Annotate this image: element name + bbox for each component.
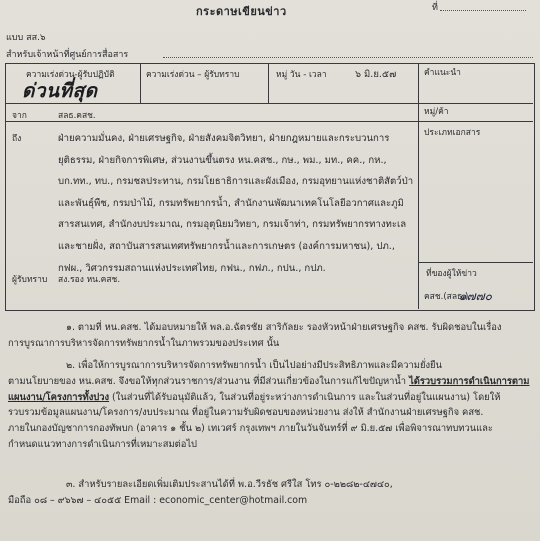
recipient-line: ฝ่ายความมั่นคง, ฝ่ายเศรษฐกิจ, ฝ่ายสังคมจิตวิทยา, ฝ่ายกฎหมายและกระบวนการ xyxy=(58,133,390,144)
from-label: จาก xyxy=(12,111,27,121)
form-code: แบบ สส.๖ xyxy=(6,33,46,43)
urgency-value: ด่วนที่สุด xyxy=(22,80,98,102)
para2-text: (ในส่วนที่ได้รับอนุมัติแล้ว, ในส่วนที่อยู่ระหว่างการดำเนินการ และในส่วนที่อยู่ในแผนงาน) โดยให้ xyxy=(109,391,501,403)
para2-text: ตามนโยบายของ หน.คสช. จึงขอให้ทุกส่วนราชการ/ส่วนงาน ที่มีส่วนเกี่ยวข้องในการแก้ไขปัญหาน้ำ xyxy=(8,375,410,387)
dtg-value: ๖ มิ.ย.๕๗ xyxy=(355,69,397,80)
officer-label: สำหรับเจ้าหน้าที่ศูนย์การสื่อสาร xyxy=(6,50,129,60)
msg-no-label: ที่ของผู้ให้ข่าว xyxy=(426,269,477,279)
group-label: หมู่/ค้า xyxy=(424,107,449,117)
recipient-list xyxy=(58,128,422,279)
form-title: กระดาษเขียนข่าว xyxy=(196,5,287,18)
para2-line: ภายในกองบัญชาการกองทัพบก (อาคาร ๑ ชั้น ๒) เทเวศร์ กรุงเทพฯ ภายในวันจันทร์ที่ ๙ มิ.ย.๕๗ เพื่อพิจารณาทบทวนและ xyxy=(8,423,493,435)
para1-line: ๑. ตามที่ หน.คสช. ได้มอบหมายให้ พล.อ.ฉัตรชัย สาริกัลยะ รองหัวหน้าฝ่ายเศรษฐกิจ คสช. รับผิดชอบในเรื่อง xyxy=(66,322,502,333)
msg-no-divider xyxy=(418,262,533,263)
grid-row-line-3 xyxy=(418,121,533,122)
to-label: ถึง xyxy=(12,134,22,144)
para2-line xyxy=(8,390,529,406)
officer-dotted-line xyxy=(163,57,533,58)
para2-line: ๒. เพื่อให้การบูรณาการบริหารจัดการทรัพยากรน้ำ เป็นไปอย่างมีประสิทธิภาพและมีความยั่งยืน xyxy=(66,360,442,371)
recipient-line: สารสนเทศ, สำนักงบประมาณ, กรมอุตุนิยมวิทยา, กรมเจ้าท่า, กรมทรัพยากรทางทะเล xyxy=(58,219,407,231)
paragraph-3 xyxy=(8,477,393,509)
para2-emphasis: ได้รวบรวมการดำเนินการตาม xyxy=(409,375,530,387)
paragraph-1 xyxy=(8,320,501,352)
recipient-line: และพันธุ์พืช, กรมป่าไม้, กรมทรัพยากรน้ำ, สำนักงานพัฒนาเทคโนโลยีอวกาศและภูมิ xyxy=(58,197,404,209)
grid-divider-1 xyxy=(140,63,141,103)
info-label: ผู้รับทราบ xyxy=(12,275,48,285)
grid-divider-2 xyxy=(268,63,269,103)
recipient-line: ยุติธรรม, ฝ่ายกิจการพิเศษ, ส่วนงานขึ้นตรง หน.คสช., กษ., พม., มท., คค., กห., xyxy=(58,154,387,166)
recipient-line: บก.ทท., ทบ., กรมชลประทาน, กรมโยธาธิการและผังเมือง, กรมอุทยานแห่งชาติสัตว์ป่า xyxy=(58,176,414,188)
from-value: สลธ.คสช. xyxy=(58,111,96,121)
page-number-line xyxy=(440,10,526,11)
para1-line: การบูรณาการบริหารจัดการทรัพยากรน้ำในภาพรวมของประเทศ นั้น xyxy=(8,337,280,349)
msg-no-prefix: คสช.(สลธ.) xyxy=(424,292,469,302)
info-value: สง.รอง หน.คสช. xyxy=(58,275,121,285)
urgency-sender-label: ความเร่งด่วน-ผู้รับปฏิบัติ xyxy=(26,70,115,80)
classification-label: ประเภทเอกสาร xyxy=(424,128,481,138)
recipient-line: กฟผ., วิศวกรรมสถานแห่งประเทศไทย, กฟน., กฟภ., กปน., กปภ. xyxy=(58,262,326,274)
recipient-line: และชายฝั่ง, สถาบันสารสนเทศทรัพยากรน้ำและการเกษตร (องค์การมหาชน), ปภ., xyxy=(58,240,395,252)
page-number-label: ที่ xyxy=(432,3,438,13)
para2-line: รวบรวมข้อมูลแผนงาน/โครงการ/งบประมาณ ที่อยู่ในความรับผิดชอบของหน่วยงาน ส่งให้ สำนักงานฝ่ายเศรษฐกิจ คสช. xyxy=(8,407,484,419)
para3-line: ๓. สำหรับรายละเอียดเพิ่มเติมประสานได้ที่ พ.อ.วีรธัช ศรีใส โทร ๐-๒๒๘๒-๔๗๔๐, xyxy=(66,479,393,490)
dtg-label: หมู่ วัน - เวลา xyxy=(276,70,327,80)
instruction-label: คำแนะนำ xyxy=(424,68,461,78)
paragraph-2 xyxy=(8,358,529,453)
para2-line xyxy=(8,374,529,390)
para2-line: กำหนดแนวทางการดำเนินการที่เหมาะสมต่อไป xyxy=(8,438,198,450)
urgency-receiver-label: ความเร่งด่วน – ผู้รับทราบ xyxy=(146,70,240,80)
msg-no-value: ๑๗๗๐ xyxy=(459,289,492,303)
para3-line: มือถือ ๐๘ – ๙๖๖๗ – ๔๐๕๕ Email : economic_center@hotmail.com xyxy=(8,494,308,506)
para2-emphasis: แผนงาน/โครงการทั้งปวง xyxy=(8,391,110,403)
